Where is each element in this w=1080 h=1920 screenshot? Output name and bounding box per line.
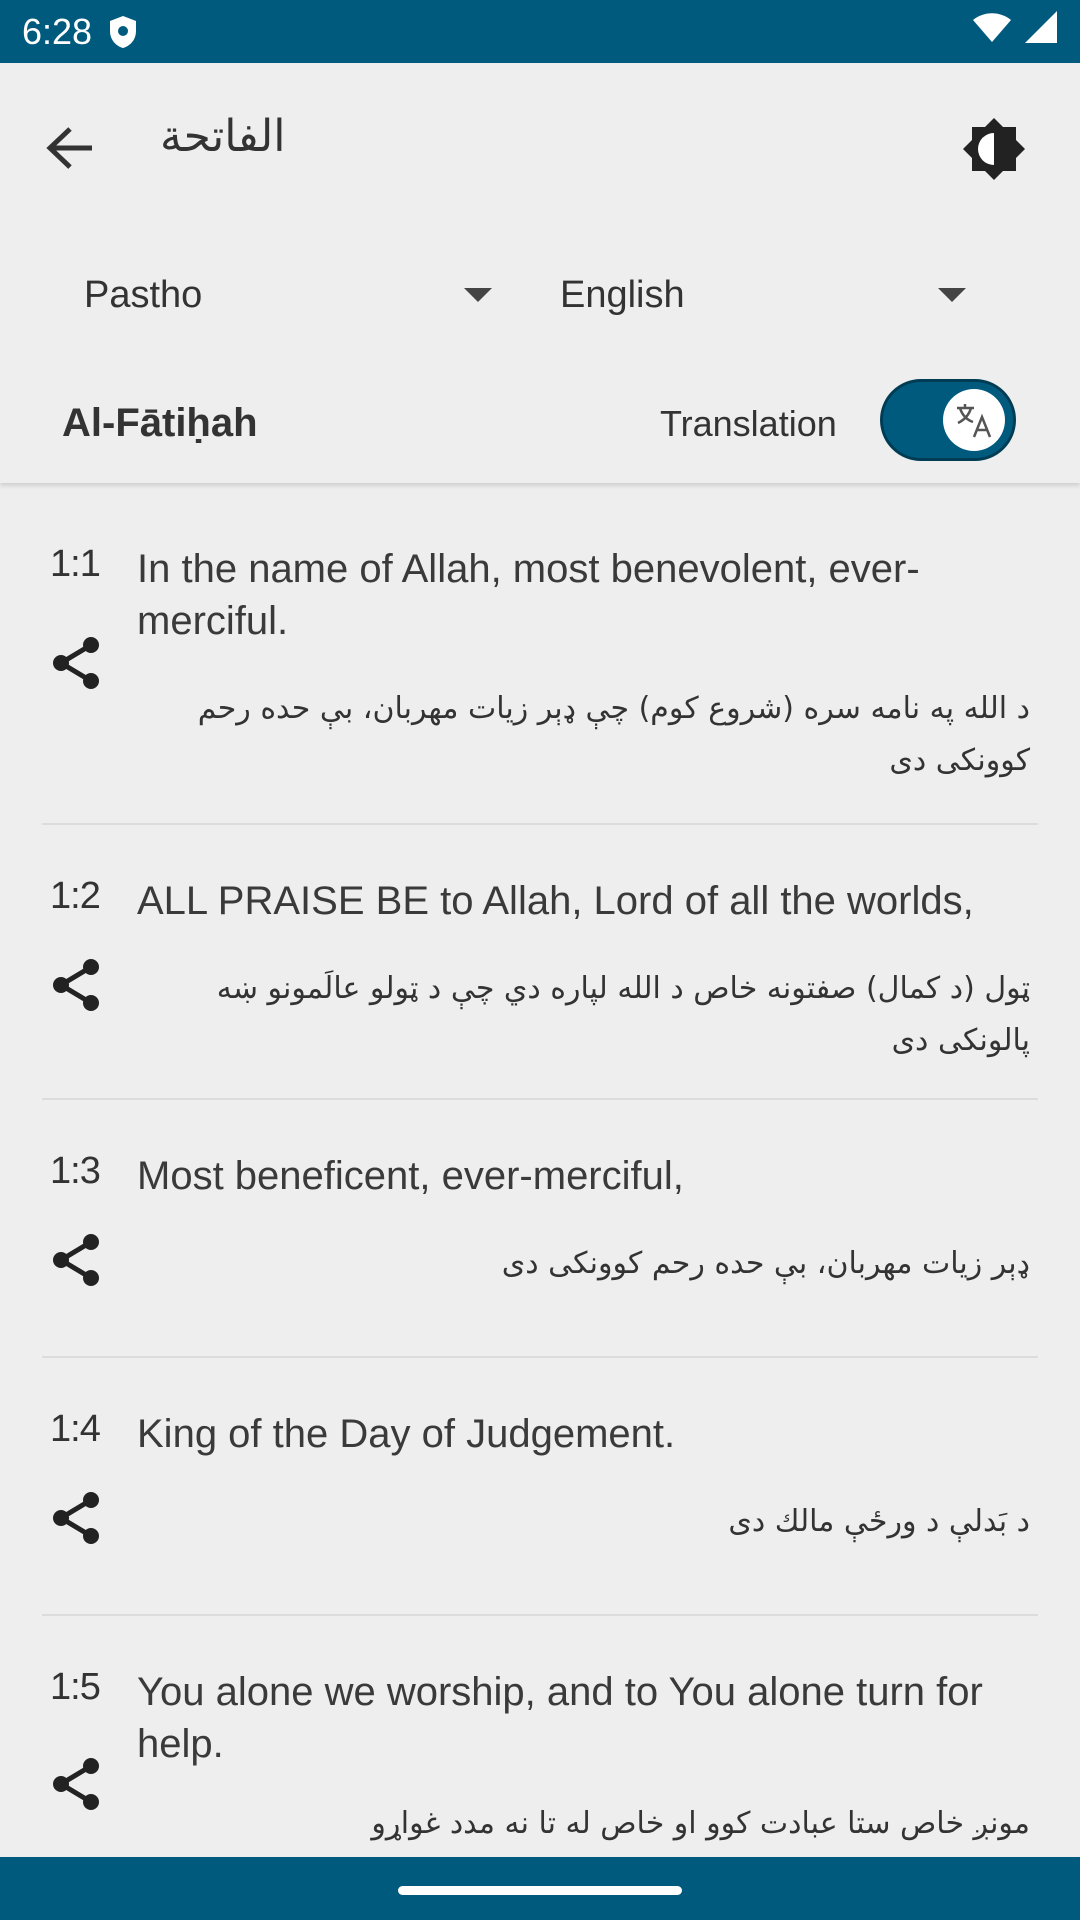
verse-pashto: د بَدلې د ورځې مالك دى xyxy=(728,1504,1030,1539)
verse-english: King of the Day of Judgement. xyxy=(137,1412,676,1456)
share-icon xyxy=(51,1757,101,1811)
translation-label: Translation xyxy=(660,403,837,444)
page-title: الفاتحة xyxy=(160,111,286,162)
home-gesture-handle[interactable] xyxy=(398,1886,682,1895)
verse-pashto: ډېر زيات مهربان، بې حده رحم كوونكى دى xyxy=(501,1246,1030,1281)
verse-item xyxy=(42,1616,1038,1857)
share-button[interactable] xyxy=(48,1230,104,1290)
status-bar xyxy=(0,0,1080,63)
verse-number: 1:2 xyxy=(50,875,100,917)
share-button[interactable] xyxy=(48,955,104,1015)
back-button[interactable] xyxy=(40,118,100,178)
share-icon xyxy=(51,636,101,690)
verse-number: 1:4 xyxy=(50,1408,100,1450)
verse-english: You alone we worship, and to You alone turn for help. xyxy=(137,1670,983,1766)
dropdown-arrow-icon xyxy=(938,288,966,302)
verse-number: 1:1 xyxy=(50,543,100,585)
verse-english: ALL PRAISE BE to Allah, Lord of all the worlds, xyxy=(137,879,974,923)
share-button[interactable] xyxy=(48,1754,104,1814)
source-language-dropdown[interactable] xyxy=(84,255,504,335)
verse-item xyxy=(42,483,1038,825)
share-button[interactable] xyxy=(48,633,104,693)
verse-pashto: مونږ خاص ستا عبادت كوو او خاص له تا نه مدد غواړو xyxy=(371,1806,1030,1841)
target-language-value: English xyxy=(560,273,685,316)
theme-toggle-button[interactable] xyxy=(958,113,1030,185)
verse-english: In the name of Allah, most benevolent, ever-merciful. xyxy=(137,547,920,643)
verse-pashto: ټول (د كمال) صفتونه خاص د الله لپاره دي چې د ټولو عالَمونو ښه پالونكى دى xyxy=(216,971,1030,1058)
verse-number: 1:3 xyxy=(50,1150,100,1192)
share-icon xyxy=(51,1491,101,1545)
verse-english: Most beneficent, ever-merciful, xyxy=(137,1154,684,1198)
dropdown-arrow-icon xyxy=(464,288,492,302)
verse-pashto: د الله په نامه سره (شروع كوم) چې ډېر زيات مهربان، بې حده رحم كوونكى دى xyxy=(197,691,1030,778)
translate-icon xyxy=(954,400,994,440)
brightness-icon xyxy=(961,116,1027,182)
surah-header xyxy=(0,365,1080,483)
cell-signal-icon xyxy=(1024,10,1058,53)
target-language-dropdown[interactable] xyxy=(560,255,980,335)
toggle-knob xyxy=(943,389,1005,451)
shield-icon xyxy=(108,15,138,49)
share-icon xyxy=(51,1233,101,1287)
source-language-value: Pastho xyxy=(84,273,203,316)
verse-item xyxy=(42,1100,1038,1358)
navigation-bar xyxy=(0,1857,1080,1920)
verse-item xyxy=(42,1358,1038,1616)
translation-toggle[interactable] xyxy=(880,379,1016,461)
share-icon xyxy=(51,958,101,1012)
wifi-icon xyxy=(972,11,1012,53)
language-selector-row xyxy=(0,255,1080,335)
verse-number: 1:5 xyxy=(50,1666,100,1708)
app-bar xyxy=(0,63,1080,228)
back-arrow-icon xyxy=(46,126,94,170)
verse-item xyxy=(42,825,1038,1100)
surah-name: Al-Fātiḥah xyxy=(62,401,258,445)
share-button[interactable] xyxy=(48,1488,104,1548)
status-time: 6:28 xyxy=(22,10,93,52)
verse-list xyxy=(0,483,1080,1857)
